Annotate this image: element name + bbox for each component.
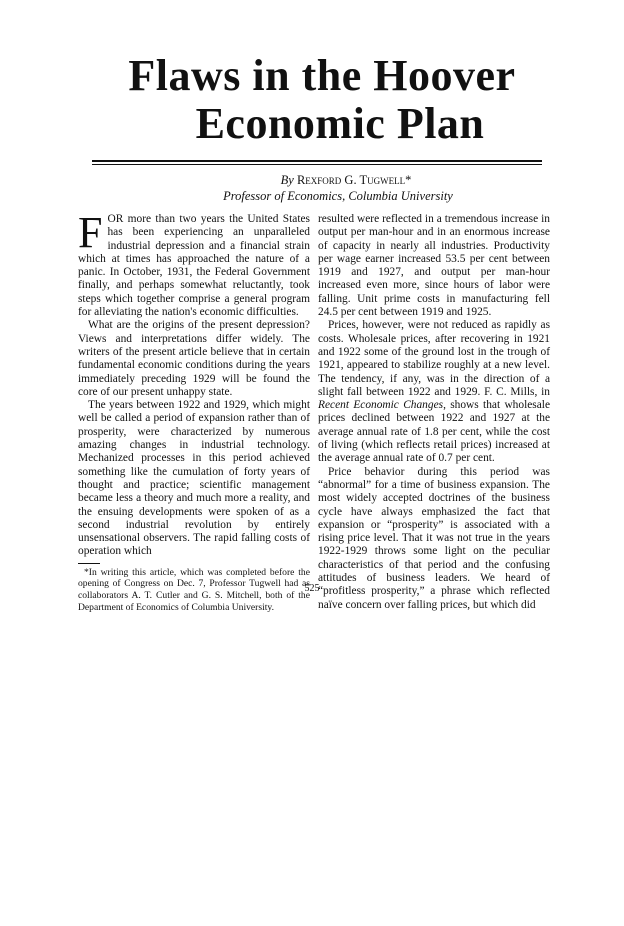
paragraph-1 — [78, 208, 310, 319]
byline — [34, 172, 624, 188]
article-title-line-2: Economic Plan — [195, 99, 485, 148]
paragraph-4: resulted were reflected in a tremendous increase in output per man-hour and in an enormous increase of capacity in nearly all industries. Productivity per wage earner increased 53.5 per cent between 1919 and 1927, and output per man-hour increased even more, since hours of labor were falling. Unit prime costs in manufacturing fell 24.5 per cent between 1919 and 1925. — [318, 213, 550, 319]
paragraph-5-text-a: Prices, however, were not reduced as rapidly as costs. Wholesale prices, after recovering in 1921 and 1922 some of the ground lost in the trough of 1921, appeared to stabilize roughly at a new level. The tendency, if any, was in the direction of a slight fall between 1922 and 1929. F. C. Mills, in — [318, 319, 550, 398]
byline-affiliation: Professor of Economics, Columbia University — [223, 189, 453, 203]
paragraph-5 — [318, 319, 550, 465]
book-title: Recent Economic Changes — [318, 399, 444, 412]
title-rule-thin — [92, 164, 542, 165]
paragraph-5-text-b: , shows that wholesale prices declined between 1922 and 1927 at the average annual rate of 1.8 per cent, while the cost of living (which reflects retail prices) increased at the average annual rate of 0.7 per cent. — [318, 399, 551, 465]
paragraph-1-text: OR more than two years the United States has been experiencing an unparalleled industrial depression and a financial strain which at times has approached the nature of a panic. In October, 1931, the Federal Government finally, and perhaps somewhat reluctantly, took steps which together comprise a general program for alleviating the nation's economic difficulties. — [78, 213, 310, 319]
footnote: *In writing this article, which was completed before the opening of Congress on Dec. 7, Professor Tugwell had as collaborators A. T. Cutler and G. S. Mitchell, both of the Department of Economics of Columbia University. — [78, 566, 310, 613]
byline-by: By — [280, 173, 294, 187]
footnote-rule — [78, 563, 100, 564]
right-column — [318, 213, 550, 612]
paragraph-2: What are the origins of the present depression? Views and interpretations differ widely. The writers of the present article believe that in certain fundamental economic conditions during the years immediately preceding 1929 will be found the core of our present unhappy state. — [78, 319, 310, 398]
page-number: 525 — [304, 583, 320, 594]
article-title-line-1: Flaws in the Hoover — [128, 51, 516, 100]
drop-cap: F — [78, 208, 103, 257]
byline-author: Rexford G. Tugwell* — [296, 173, 412, 187]
paragraph-6: Price behavior during this period was “abnormal” for a time of business expansion. The most widely accepted doctrines of the business cycle have always emphasized the fact that expansion or “prosperity” is associated with a rising price level. That it was not true in the years 1922-1929 throws some light on the peculiar characteristics of that period and the confusing attitudes of business leaders. We heard of “profitless prosperity,” a phrase which reflected naïve concern over falling prices, but which did — [318, 465, 550, 611]
title-rule-thick — [92, 160, 542, 162]
paragraph-3: The years between 1922 and 1929, which might well be called a period of expansion rather than of prosperity, were characterized by numerous amazing changes in industrial technology. Mechanized processes in this period achieved something like the cumulation of forty years of thought and practice; scientific management became less a theory and much more a reality, and the ensuing developments were spoken of as a second industrial revolution by entirely unsensational observers. The rapid falling costs of operation which — [78, 399, 310, 558]
left-column — [78, 208, 310, 613]
